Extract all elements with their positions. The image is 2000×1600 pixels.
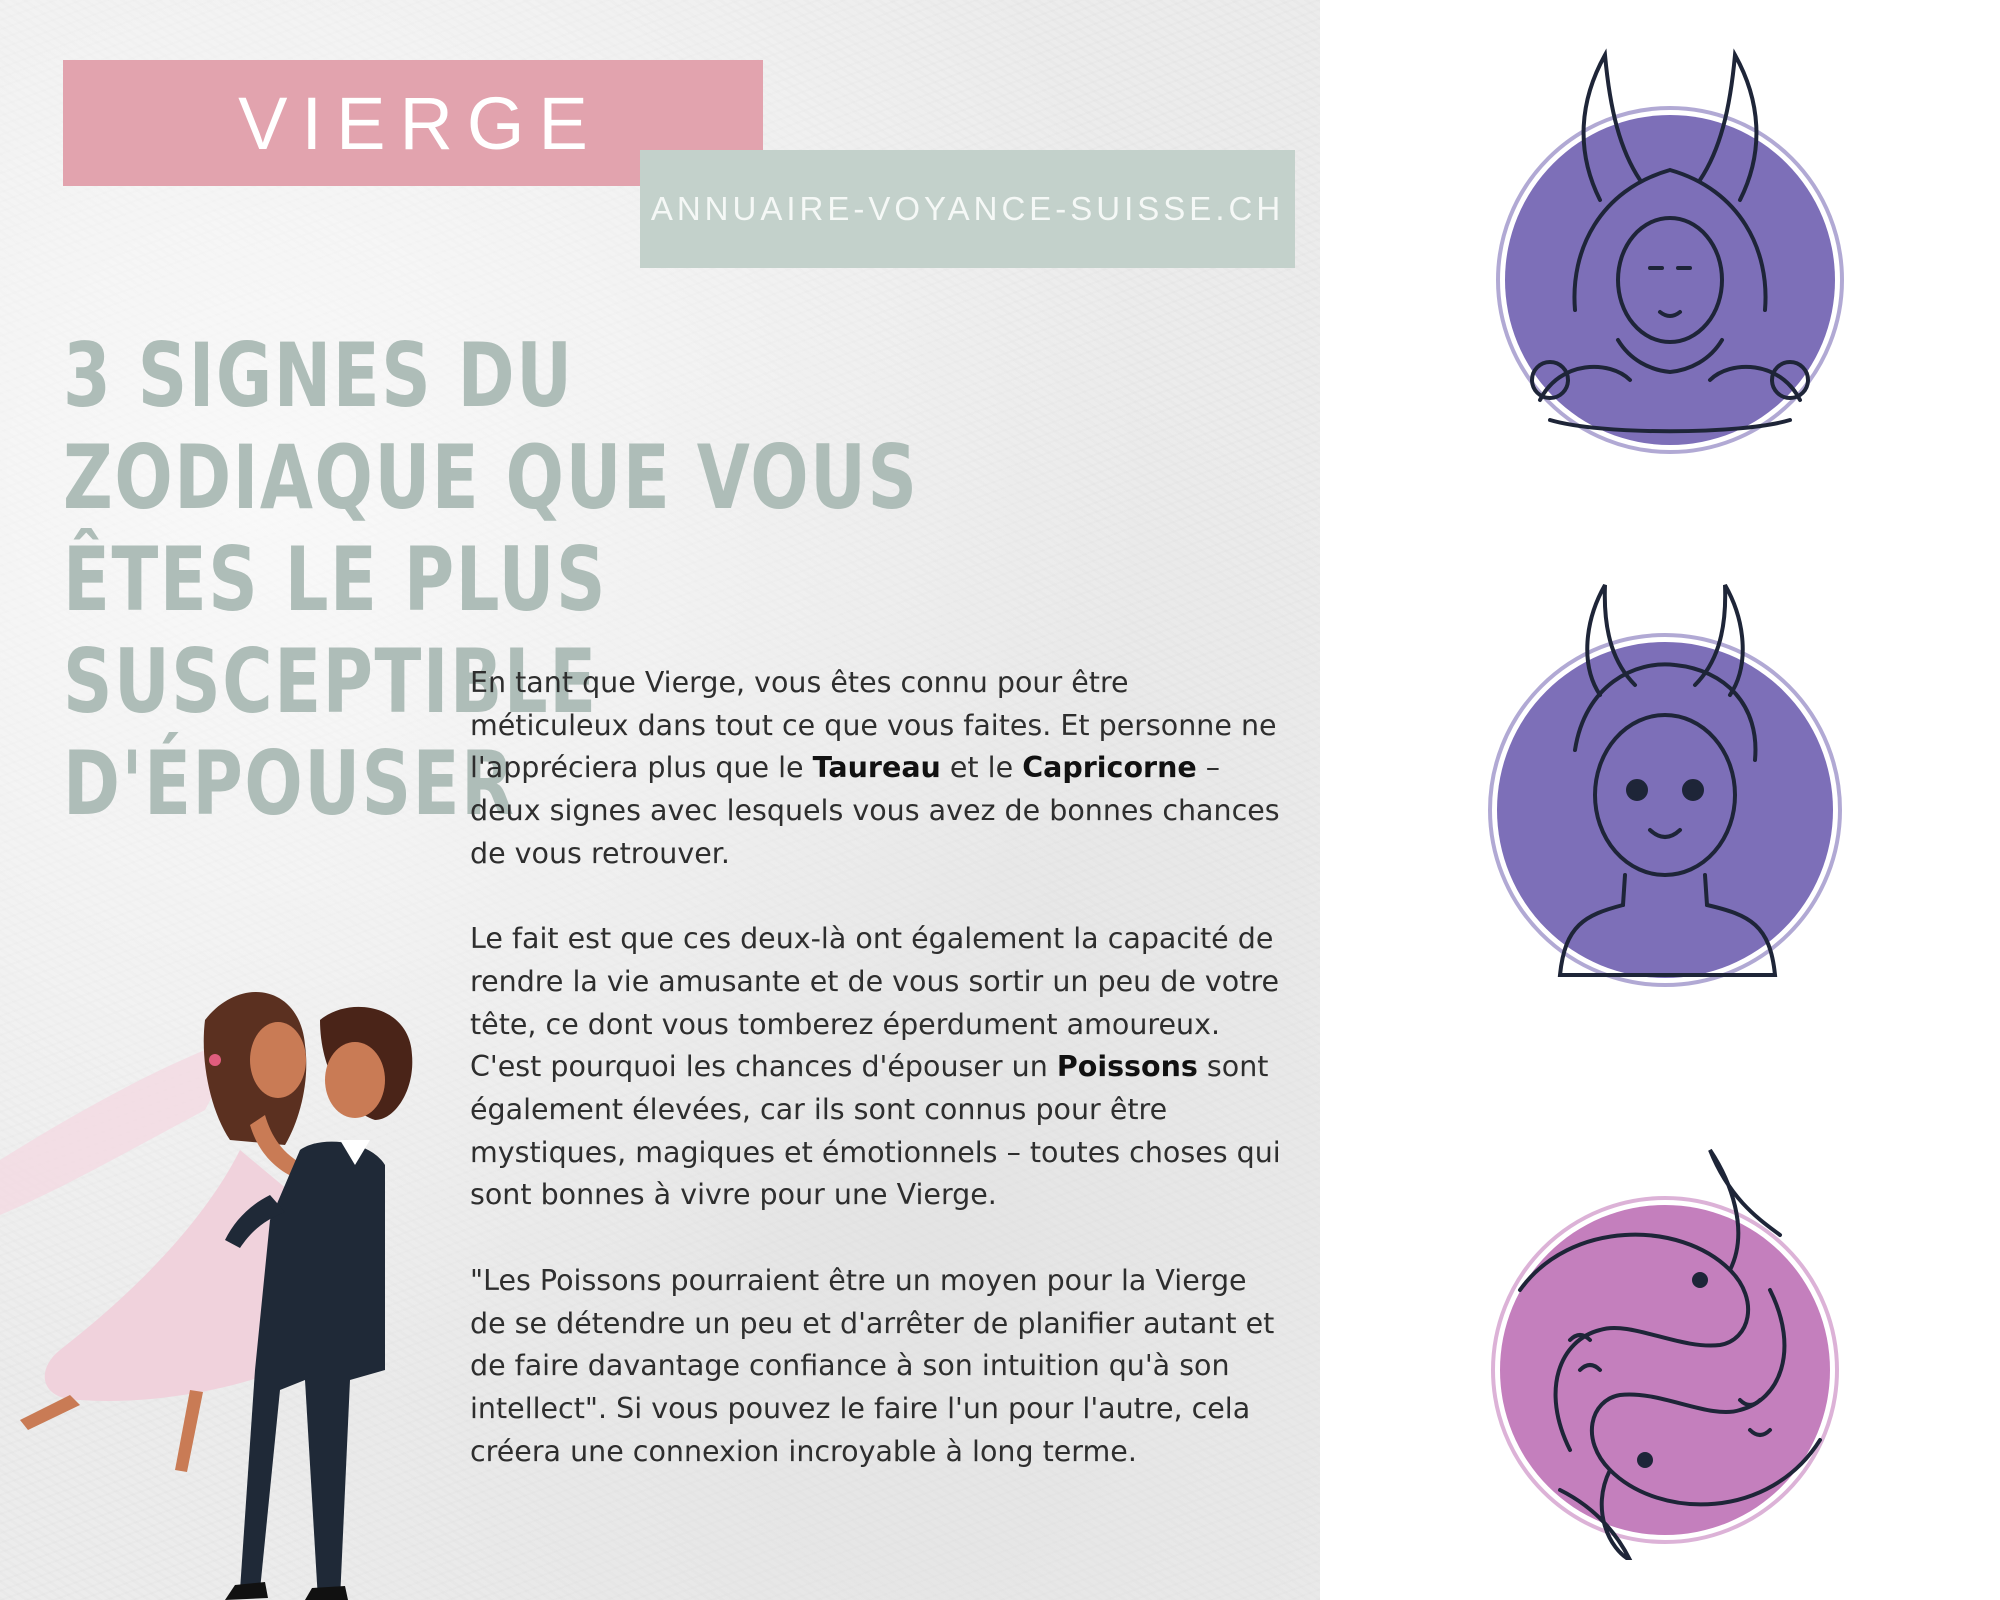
site-label-box	[640, 150, 1295, 268]
headline: 3 SIGNES DU ZODIAQUE QUE VOUS ÊTES LE PLUS SUSCEPTIBLE D'ÉPOUSER	[63, 324, 919, 835]
p1-text-start: En tant que Vierge, vous êtes connu pour être méticuleux dans tout ce que vous faites. Et personne ne l'appréciera plus que le	[470, 666, 1277, 785]
p2-bold-poissons: Poissons	[1056, 1050, 1198, 1084]
paragraph-3	[470, 1260, 1290, 1474]
p1-bold-taureau: Taureau	[812, 751, 941, 785]
taurus-man-illustration	[1475, 575, 1855, 1005]
site-name: ANNUAIRE-VOYANCE-SUISSE.CH	[650, 190, 1285, 227]
p2-text-end: sont également élevées, car ils sont connus pour être mystiques, magiques et émotionnels – toutes choses qui sont bonnes à vivre pour une Vierge.	[470, 1050, 1281, 1212]
sign-label: VIERGE	[238, 81, 602, 165]
p1-text-end: – deux signes avec lesquels vous avez de bonnes chances de vous retrouver.	[470, 751, 1280, 870]
capricorn-woman-illustration	[1480, 40, 1860, 460]
p1-text-mid: et le	[940, 751, 1023, 785]
paragraph-1	[470, 662, 1290, 876]
wedding-couple-illustration	[0, 950, 430, 1600]
paragraph-2	[470, 918, 1290, 1217]
article-body	[470, 662, 1290, 1516]
p1-bold-capricorne: Capricorne	[1022, 751, 1197, 785]
p3-text: "Les Poissons pourraient être un moyen pour la Vierge de se détendre un peu et d'arrêter de planifier autant et de faire davantage confiance à son intuition qu'à son intellect". Si vous pouvez le faire l'un pour l'autre, cela créera une connexion incroyable à long terme.	[470, 1263, 1275, 1468]
pisces-fish-illustration	[1480, 1140, 1860, 1560]
p2-text-start: Le fait est que ces deux-là ont également la capacité de rendre la vie amusante et de vous sortir un peu de votre tête, ce dont vous tomberez éperdument amoureux. C'est pourquoi les chances d'épouser un	[470, 922, 1280, 1084]
